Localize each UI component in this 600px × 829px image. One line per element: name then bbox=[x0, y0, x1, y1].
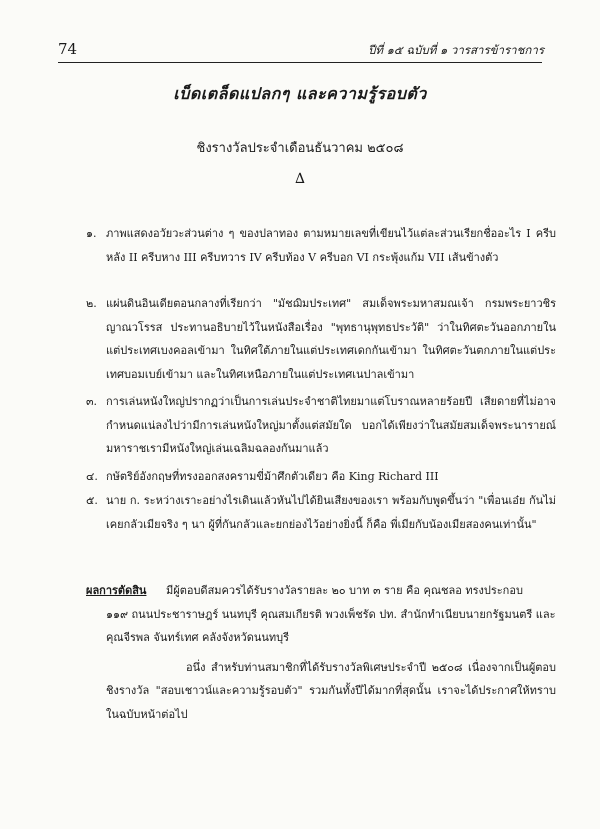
page-title: เบ็ดเตล็ดแปลกๆ และความรู้รอบตัว bbox=[173, 84, 427, 103]
question-text: การเล่นหนังใหญ่ปรากฏว่าเป็นการเล่นประจำชาติไทยมาแต่โบราณหลายร้อยปี เสียดายที่ไม่อาจกำหนดแน่ลงไปว่ามีการเล่นหนังใหญ่มาตั้งแต่สมัยใด บอกได้เพียงว่าในสมัยสมเด็จพระนารายณ์มหาราชเรามีหนังใหญ่เล่นเฉลิมฉลองกันมาแล้ว bbox=[106, 395, 556, 455]
question-text: แผ่นดินอินเดียตอนกลางที่เรียกว่า "มัชฌิมประเทศ" สมเด็จพระมหาสมณเจ้า กรมพระยาวชิรญาณวโรรส ประทานอธิบายไว้ในหนังสือเรื่อง "พุทธานุพุทธประวัติ" ว่าในทิศตะวันออกภายในแต่ประเทศเบงคอลเข้ามา ในทิศใต้ภายในแต่ประเทศเดกกันเข้ามา ในทิศตะวันตกภายในแต่ประเทศบอมเบย์เข้ามา และในทิศเหนือภายในแต่ประเทศเนปาลเข้ามา bbox=[106, 297, 556, 381]
result-line-1: มีผู้ตอบดีสมควรได้รับรางวัลรายละ ๒๐ บาท ๓ ราย คือ คุณชลอ ทรงประกอบ bbox=[166, 584, 523, 597]
question-3 bbox=[86, 390, 556, 461]
question-number: ๑. bbox=[86, 227, 97, 240]
result-paragraph-2: อนึ่ง สำหรับท่านสมาชิกที่ได้รับรางวัลพิเศษประจำปี ๒๕๐๘ เนื่องจากเป็นผู้ตอบชิงรางวัล "สอบเชาวน์และความรู้รอบตัว" รวมกันทั้งปีได้มากที่สุดนั้น เราจะได้ประกาศให้ทราบในฉบับหน้าต่อไป bbox=[106, 660, 556, 721]
question-text: นาย ก. ระหว่างเราะอย่างไรเดินแล้วหันไปได้ยินเสียงของเรา พร้อมกับพูดขึ้นว่า "เพื่อนเอ๋ย กันไม่เคยกลัวเมียจริง ๆ นา ผู้ที่กันกลัวและยกย่องไว้อย่างยิ่งนี้ ก็คือ พี่เมียกับน้องเมียสองคนเท่านั้น" bbox=[106, 494, 556, 531]
question-number: ๓. bbox=[86, 395, 98, 408]
triangle-divider: ∆ bbox=[295, 171, 305, 187]
question-2 bbox=[86, 292, 556, 386]
question-1 bbox=[86, 222, 556, 269]
page-number: 74 bbox=[58, 40, 78, 58]
question-number: ๕. bbox=[86, 494, 98, 507]
page-header bbox=[58, 40, 544, 60]
result-section bbox=[86, 579, 556, 726]
result-label: ผลการตัดสิน bbox=[86, 584, 147, 597]
question-4 bbox=[86, 465, 556, 489]
question-5 bbox=[86, 489, 556, 536]
running-title: ปีที่ ๑๕ ฉบับที่ ๑ วารสารข้าราชการ bbox=[368, 43, 544, 57]
page-subtitle: ชิงรางวัลประจำเดือนธันวาคม ๒๕๐๘ bbox=[196, 141, 404, 156]
question-text: ภาพแสดงอวัยวะส่วนต่าง ๆ ของปลาทอง ตามหมายเลขที่เขียนไว้แต่ละส่วนเรียกชื่ออะไร I ครีบหลัง II ครีบหาง III ครีบทวาร IV ครีบท้อง V ครีบอก VI กระพุ้งแก้ม VII เส้นข้างตัว bbox=[106, 227, 556, 264]
question-number: ๔. bbox=[86, 470, 98, 483]
result-line-2: ๑๑๙ ถนนประชาราษฎร์ นนทบุรี คุณสมเกียรติ พวงเพ็ชรัด ปท. สำนักทำเนียบนายกรัฐมนตรี และ คุณจีรพล จันทร์เทศ คลังจังหวัดนนทบุรี bbox=[106, 607, 556, 644]
question-number: ๒. bbox=[86, 297, 97, 310]
question-text: กษัตริย์อังกฤษที่ทรงออกสงครามขี่ม้าศึกตัวเดียว คือ King Richard III bbox=[106, 470, 439, 483]
header-rule bbox=[58, 62, 542, 63]
